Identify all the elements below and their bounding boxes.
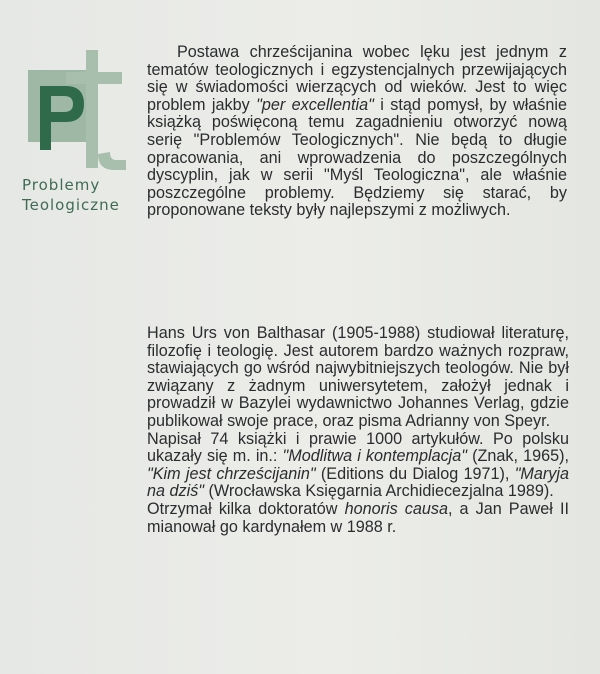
series-name-line-1: Problemy [22, 176, 101, 194]
intro-text-a: Postawa chrześcijanina wobec lęku jest jednym z tematów teologicznych i egzystencjalnych przewijających się w świadomości wierzących od wieków. Jest to więc problem jakby [147, 43, 567, 114]
bio-paragraph-2 [147, 431, 569, 501]
logo-p-stem [40, 86, 51, 150]
logo-cross-vertical [86, 50, 98, 168]
bio-p2-text-e: (Editions du Dialog 1971), [315, 464, 515, 483]
bio-p2-text-c: (Znak, 1965), [467, 447, 569, 466]
intro-text-b: i stąd pomysł, by właśnie książką poświęconą temu zagadnieniu otworzyć nową serię "Problemów Teologicznych". Nie będą to długie opracowania, ani wprowadzenia do poszczególnych dyscyplin, jak w serii "Myśl Teologiczna", ale właśnie poszczególne problemy. Będziemy się starać, by proponowane teksty były najlepszymi z możliwych. [147, 95, 567, 220]
intro-italic-phrase: "per excellentia" [256, 95, 374, 114]
logo-cross-horizontal [66, 72, 122, 84]
book-title-maryja: "Maryja na dziś" [147, 464, 570, 501]
bio-paragraph-1: Hans Urs von Balthasar (1905-1988) studiował literaturę, filozofię i teologię. Jest autorem bardzo ważnych rozpraw, stawiających go wśród najwybitniejszych teologów. Nie był związany z żadnym uniwersytetem, założył jednak i prowadził w Bazylei wydawnictwo Johannes Verlag, gdzie publikował swoje prace, oraz pisma Adrianny von Speyr. [147, 324, 569, 430]
book-title-modlitwa: "Modlitwa i kontemplacja" [282, 447, 468, 466]
book-title-kim-jest: "Kim jest chrześcijanin" [147, 464, 316, 483]
series-logo-icon [26, 50, 134, 180]
intro-paragraph [147, 44, 567, 220]
bio-p3-text-a: Otrzymał kilka doktoratów [147, 499, 345, 518]
bio-p3-text-c: , a Jan Paweł II mianował go kardynałem w 1988 r. [147, 499, 569, 536]
logo-t-hook [98, 152, 126, 170]
bio-p2-text-a: Napisał 74 książki i prawie 1000 artykułów. Po polsku ukazały się m. in.: [147, 429, 569, 466]
series-introduction [147, 44, 567, 220]
series-name-line-2: Teologiczne [22, 196, 120, 214]
bio-paragraph-3 [147, 501, 569, 536]
honoris-causa-phrase: honoris causa [344, 499, 448, 518]
author-biography [147, 325, 569, 536]
bio-p2-text-g: (Wrocławska Księgarnia Archidiecezjalna 1989). [204, 482, 554, 501]
